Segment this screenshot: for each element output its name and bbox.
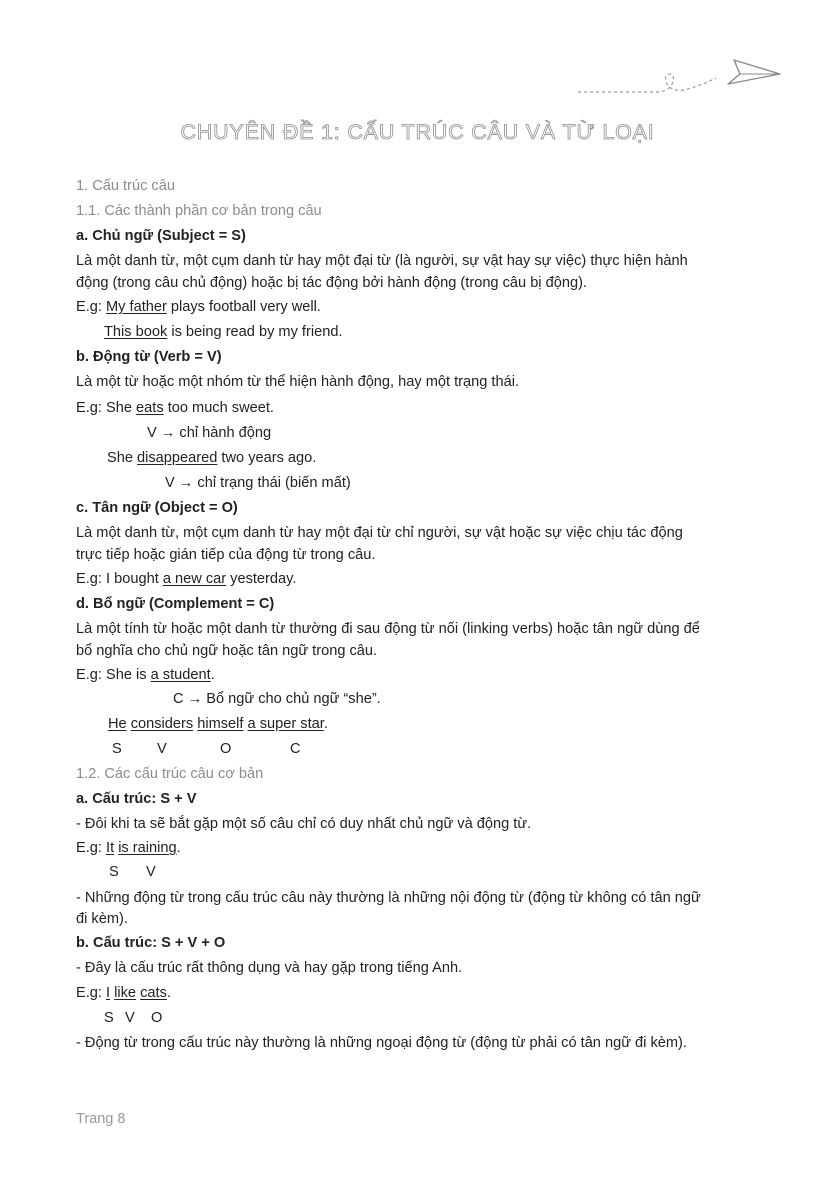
structure-heading: b. Cấu trúc: S + V + O	[76, 935, 226, 951]
paragraph: Là một danh từ, một cụm danh từ hay một đại từ chỉ người, sự vật hoặc sự việc chịu tác động	[76, 525, 683, 541]
role-label: V	[125, 1010, 135, 1026]
page-title: CHUYÊN ĐỀ 1: CẤU TRÚC CÂU VÀ TỪ LOẠI	[180, 120, 655, 144]
paragraph: động (trong câu chủ động) hoặc bị tác động bởi hành động (trong câu bị động).	[76, 275, 587, 291]
verb-heading: b. Động từ (Verb = V)	[76, 349, 222, 365]
paragraph: - Đây là cấu trúc rất thông dụng và hay gặp trong tiếng Anh.	[76, 960, 463, 976]
paragraph: Là một từ hoặc một nhóm từ thể hiện hành động, hay một trạng thái.	[76, 374, 520, 390]
example: E.g: I like cats.	[76, 985, 171, 1001]
complement-heading: d. Bổ ngữ (Complement = C)	[76, 596, 275, 612]
example: E.g: She is a student.	[76, 667, 215, 683]
example: He considers himself a super star.	[108, 716, 328, 732]
subject-heading: a. Chủ ngữ (Subject = S)	[76, 228, 246, 244]
section-heading: 1. Cấu trúc câu	[76, 178, 175, 194]
paragraph: trực tiếp hoặc gián tiếp của động từ trong câu.	[76, 547, 376, 563]
paragraph: bổ nghĩa cho chủ ngữ hoặc tân ngữ trong câu.	[76, 643, 378, 659]
structure-heading: a. Cấu trúc: S + V	[76, 791, 197, 807]
example: This book is being read by my friend.	[104, 324, 343, 340]
role-label: O	[151, 1010, 163, 1026]
page-number: Trang 8	[76, 1111, 126, 1127]
role-label: O	[220, 741, 232, 757]
paragraph: Là một danh từ, một cụm danh từ hay một đại từ (là người, sự vật hay sự việc) thực hiện hành	[76, 253, 688, 269]
example: E.g: I bought a new car yesterday.	[76, 571, 297, 587]
example: E.g: It is raining.	[76, 840, 181, 856]
paper-plane-icon	[576, 52, 786, 102]
example: E.g: My father plays football very well.	[76, 299, 321, 315]
role-label: V	[146, 864, 156, 880]
role-label: S	[104, 1010, 114, 1026]
paragraph: - Đôi khi ta sẽ bắt gặp một số câu chỉ có duy nhất chủ ngữ và động từ.	[76, 816, 532, 832]
paragraph: Là một tính từ hoặc một danh từ thường đi sau động từ nối (linking verbs) hoặc tân ngữ dùng để	[76, 621, 700, 637]
subsection-heading: 1.1. Các thành phần cơ bản trong câu	[76, 203, 322, 219]
annotation: C → Bổ ngữ cho chủ ngữ “she”.	[173, 691, 381, 707]
role-label: S	[109, 864, 119, 880]
annotation: V → chỉ hành động	[147, 425, 272, 441]
example: E.g: She eats too much sweet.	[76, 400, 274, 416]
role-label: V	[157, 741, 167, 757]
annotation: V → chỉ trạng thái (biến mất)	[165, 475, 351, 491]
subsection-heading: 1.2. Các cấu trúc câu cơ bản	[76, 766, 264, 782]
paragraph: đi kèm).	[76, 911, 128, 927]
example: She disappeared two years ago.	[107, 450, 317, 466]
role-label: C	[290, 741, 301, 757]
object-heading: c. Tân ngữ (Object = O)	[76, 500, 238, 516]
role-label: S	[112, 741, 122, 757]
paragraph: - Những động từ trong cấu trúc câu này thường là những nội động từ (động từ không có tân ngữ	[76, 890, 701, 906]
paragraph: - Động từ trong cấu trúc này thường là những ngoại động từ (động từ phải có tân ngữ đi kèm).	[76, 1035, 687, 1051]
